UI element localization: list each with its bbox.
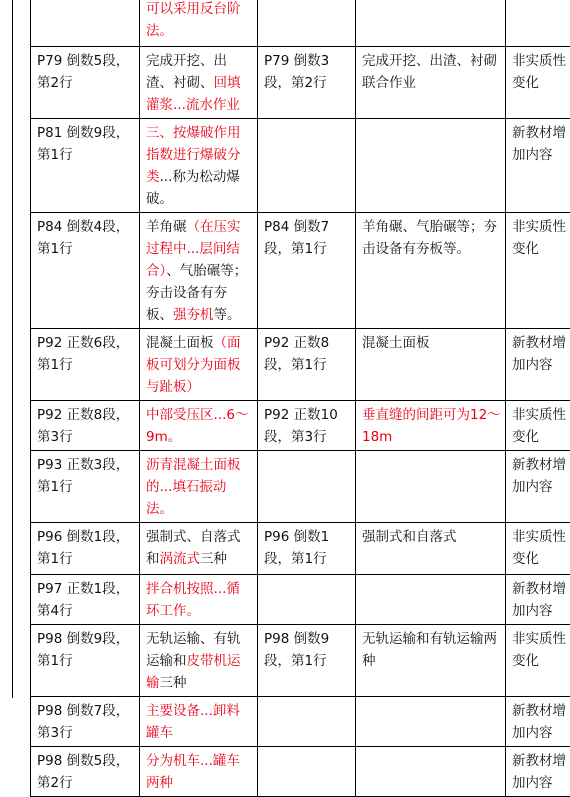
table-row — [31, 747, 570, 797]
cell-text: 无轨运输和有轨运输两种 — [362, 631, 497, 669]
new-location-cell: P84 倒数7段，第1行 — [258, 213, 356, 329]
old-content-cell — [140, 47, 258, 119]
new-content-cell — [356, 119, 506, 213]
cell-text: 完成开挖、出渣、衬砌联合作业 — [362, 53, 497, 91]
new-content-cell — [356, 451, 506, 523]
change-type-cell: 新教材增加内容 — [506, 329, 570, 401]
table-row — [31, 451, 570, 523]
old-location-cell: P92 正数6段，第1行 — [31, 329, 140, 401]
new-location-cell — [258, 119, 356, 213]
new-content-cell — [356, 213, 506, 329]
old-location-cell: P92 正数8段，第3行 — [31, 401, 140, 451]
change-type-cell — [506, 0, 570, 47]
highlighted-text: 中部受压区...6～9m。 — [146, 407, 248, 445]
highlighted-text: 法。 — [146, 23, 173, 39]
cell-text: 完成开挖、出渣、衬砌、 — [146, 53, 227, 91]
cell-text: 羊角碾 — [146, 219, 187, 235]
old-location-cell: P79 倒数5段，第2行 — [31, 47, 140, 119]
old-content-cell — [140, 213, 258, 329]
new-location-cell: P98 倒数9段，第1行 — [258, 625, 356, 697]
table-row — [31, 0, 570, 47]
old-location-cell — [31, 0, 140, 47]
highlighted-text: 回填灌浆...流水作业 — [146, 75, 241, 113]
new-content-cell — [356, 747, 506, 797]
new-location-cell: P92 正数10段，第3行 — [258, 401, 356, 451]
change-type-cell: 非实质性变化 — [506, 625, 570, 697]
new-content-cell — [356, 523, 506, 575]
old-content-cell — [140, 747, 258, 797]
cell-text: 等。 — [214, 307, 241, 323]
change-type-cell: 新教材增加内容 — [506, 575, 570, 625]
highlighted-text: 皮带机运输 — [146, 653, 241, 691]
old-content-cell — [140, 401, 258, 451]
cell-text: 混凝土面板 — [146, 335, 214, 351]
old-content-cell — [140, 575, 258, 625]
change-type-cell: 新教材增加内容 — [506, 119, 570, 213]
highlighted-text: （在压实过程中...层间结合） — [146, 219, 241, 279]
highlighted-text: 主要设备...卸料罐车 — [146, 703, 240, 741]
change-type-cell: 非实质性变化 — [506, 401, 570, 451]
highlighted-text: 拌合机按照...循环工作。 — [146, 581, 240, 619]
new-location-cell: P92 正数8段，第1行 — [258, 329, 356, 401]
change-type-cell: 非实质性变化 — [506, 47, 570, 119]
new-location-cell — [258, 575, 356, 625]
cell-text: 强制式和自落式 — [362, 529, 457, 545]
table-body — [31, 0, 570, 797]
old-location-cell: P98 倒数9段，第1行 — [31, 625, 140, 697]
highlighted-text: 三、按爆破作用指数进行爆破分类 — [146, 125, 241, 185]
new-content-cell — [356, 575, 506, 625]
new-location-cell — [258, 0, 356, 47]
change-type-cell: 新教材增加内容 — [506, 697, 570, 747]
table-row — [31, 329, 570, 401]
old-location-cell: P84 倒数4段，第1行 — [31, 213, 140, 329]
cell-text: 混凝土面板 — [362, 335, 430, 351]
new-content-cell — [356, 47, 506, 119]
table-row — [31, 213, 570, 329]
old-location-cell: P98 倒数7段，第3行 — [31, 697, 140, 747]
table-row — [31, 625, 570, 697]
old-location-cell: P96 倒数1段，第1行 — [31, 523, 140, 575]
old-content-cell — [140, 0, 258, 47]
old-content-cell — [140, 329, 258, 401]
table-row — [31, 523, 570, 575]
new-content-cell — [356, 0, 506, 47]
old-content-cell — [140, 119, 258, 213]
cell-text: 强制式、自落式和 — [146, 529, 241, 567]
table-row — [31, 401, 570, 451]
old-content-cell — [140, 625, 258, 697]
table-row — [31, 47, 570, 119]
new-content-cell — [356, 329, 506, 401]
new-content-cell — [356, 697, 506, 747]
new-location-cell — [258, 451, 356, 523]
cell-text: 三种 — [200, 551, 227, 567]
old-content-cell — [140, 697, 258, 747]
old-location-cell: P81 倒数9段，第1行 — [31, 119, 140, 213]
change-type-cell: 新教材增加内容 — [506, 747, 570, 797]
new-location-cell — [258, 747, 356, 797]
new-location-cell — [258, 697, 356, 747]
change-type-cell: 新教材增加内容 — [506, 451, 570, 523]
cell-text: 三种 — [160, 675, 187, 691]
old-location-cell: P97 正数1段，第4行 — [31, 575, 140, 625]
new-location-cell: P96 倒数1段，第1行 — [258, 523, 356, 575]
change-type-cell: 非实质性变化 — [506, 213, 570, 329]
old-location-cell: P93 正数3段，第1行 — [31, 451, 140, 523]
table-row — [31, 575, 570, 625]
highlighted-text: 沥青混凝土面板的...填石振动法。 — [146, 457, 241, 517]
highlighted-text: 分为机车...罐车两种 — [146, 753, 240, 791]
new-location-cell: P79 倒数3段，第2行 — [258, 47, 356, 119]
cell-text: 无轨运输、有轨运输和 — [146, 631, 241, 669]
new-content-cell — [356, 401, 506, 451]
old-content-cell — [140, 523, 258, 575]
highlighted-text: 垂直缝的间距可为12～18m — [362, 407, 501, 445]
highlighted-text: 强夯机 — [173, 307, 214, 323]
cell-text: 、气胎碾等；夯击设备有夯板、 — [146, 263, 247, 323]
old-location-cell: P98 倒数5段，第2行 — [31, 747, 140, 797]
table-row — [31, 697, 570, 747]
cell-text: 羊角碾、气胎碾等；夯击设备有夯板等。 — [362, 219, 497, 257]
table-row — [31, 119, 570, 213]
page-margin-rule — [12, 0, 13, 698]
change-type-cell: 非实质性变化 — [506, 523, 570, 575]
cell-text: ...称为松动爆破。 — [146, 169, 240, 207]
highlighted-text: 涡流式 — [160, 551, 201, 567]
highlighted-text: （面板可划分为面板与趾板） — [146, 335, 241, 395]
textbook-change-table — [30, 0, 570, 797]
new-content-cell — [356, 625, 506, 697]
highlighted-text: 可以采用反台阶 — [146, 1, 241, 17]
old-content-cell — [140, 451, 258, 523]
